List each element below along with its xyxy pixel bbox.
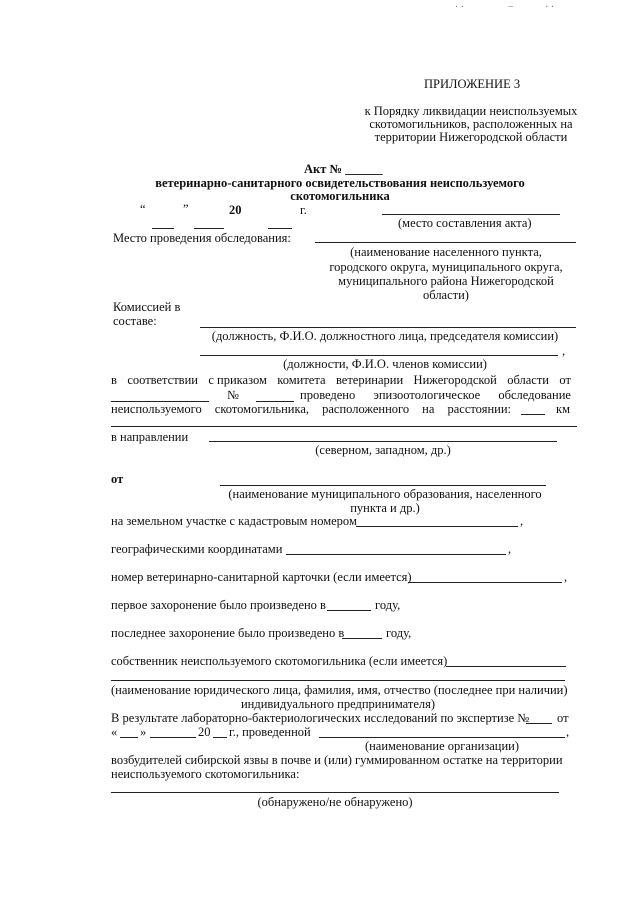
card-comma: , [564, 570, 568, 584]
order-word: неиспользуемого [111, 402, 202, 416]
order-word: обследование [498, 388, 571, 402]
from-label: от [111, 472, 124, 486]
date-year: 20 [229, 203, 242, 217]
order-word: соответствии [127, 373, 198, 387]
members-caption: (должности, Ф.И.О. членов комиссии) [283, 357, 487, 371]
order-line1 [111, 373, 571, 388]
lab-line1: В результате лабораторно-бактериологических исследований по экспертизе № [111, 711, 530, 725]
place-caption: (место составления акта) [398, 216, 532, 230]
km-unit: км [556, 402, 570, 416]
appendix-ref-line1: к Порядку ликвидации неиспользуемых [364, 104, 578, 118]
location-caption-line1: (наименование населенного пункта, [350, 245, 542, 259]
location-blank[interactable] [315, 242, 576, 243]
order-word: проведено [300, 388, 356, 402]
scan-speck: · · [455, 2, 465, 13]
order-word: в [111, 373, 117, 387]
order-word: области [507, 373, 549, 387]
first-burial-blank[interactable] [327, 610, 371, 611]
distance-blank[interactable] [521, 414, 545, 415]
order-word: эпизоотологическое [373, 388, 481, 402]
cadastral-blank[interactable] [356, 526, 518, 527]
order-line3 [111, 402, 511, 417]
date-open-quote: “ [140, 202, 146, 216]
order-word: расположенного [322, 402, 410, 416]
result-caption: (обнаружено/не обнаружено) [257, 795, 413, 809]
chair-caption: (должность, Ф.И.О. должностного лица, председателя комиссии) [211, 329, 559, 343]
order-number-sign: № [227, 388, 239, 402]
order-word: ветеринарии [335, 373, 404, 387]
location-label: Место проведения обследования: [113, 231, 291, 245]
coords-label: географическими координатами [111, 542, 283, 556]
lab-quote-open: « [111, 725, 118, 739]
last-burial-blank[interactable] [342, 638, 382, 639]
year-blank[interactable] [268, 228, 292, 229]
lab-day-blank[interactable] [120, 737, 138, 738]
owner-caption-line1: (наименование юридического лица, фамилия, имя, отчество (последнее при наличии) [111, 683, 568, 697]
commission-label-line1: Комиссией в [113, 300, 181, 314]
owner-blank[interactable] [446, 666, 566, 667]
last-burial-year: году, [386, 626, 412, 640]
first-burial-year: году, [375, 598, 401, 612]
first-burial-label: первое захоронение было произведено в [111, 598, 326, 612]
cadastral-comma: , [520, 514, 524, 528]
lab-year-tail: г., проведенной [229, 725, 311, 739]
owner-blank-line2[interactable] [111, 680, 565, 681]
expertise-number-blank[interactable] [526, 723, 552, 724]
appendix-title: ПРИЛОЖЕНИЕ 3 [424, 77, 521, 91]
lab-text-line2: неиспользуемого скотомогильника: [111, 767, 300, 781]
order-word: комитета [277, 373, 326, 387]
result-blank[interactable] [111, 792, 559, 793]
direction-label: в направлении [111, 430, 189, 444]
day-blank[interactable] [152, 228, 174, 229]
owner-label: собственник неиспользуемого скотомогильника (если имеется) [111, 654, 448, 668]
appendix-ref-line3: территории Нижегородской области [374, 130, 568, 144]
from-caption-line1: (наименование муниципального образования, населенного [228, 487, 542, 501]
from-blank[interactable] [220, 485, 546, 486]
chair-blank[interactable] [200, 327, 576, 328]
lab-text-line1: возбудителей сибирской язвы в почве и (или) гуммированном остатке на территории [111, 753, 563, 767]
scan-speck: · · [545, 2, 555, 13]
appendix-ref-line2: скотомогильников, расположенных на [369, 117, 573, 131]
commission-label-line2: составе: [113, 314, 157, 328]
date-close-quote: ” [183, 202, 189, 216]
lab-from: от [557, 711, 569, 725]
coords-comma: , [508, 542, 512, 556]
card-blank[interactable] [408, 582, 562, 583]
location-caption-line4: области) [423, 288, 469, 302]
lab-org-caption: (наименование организации) [364, 739, 520, 753]
location-caption-line2: городского округа, муниципального округа, [329, 260, 563, 274]
act-subtitle-line2: скотомогильника [290, 189, 390, 203]
scan-speck: − [508, 2, 514, 13]
date-g: г. [300, 203, 307, 217]
order-word: с приказом [208, 373, 267, 387]
lab-quote-close: » [140, 725, 147, 739]
order-word: на [422, 402, 435, 416]
place-blank[interactable] [382, 214, 560, 215]
coords-blank[interactable] [286, 554, 506, 555]
direction-caption: (северном, западном, др.) [315, 443, 451, 457]
order-line2 [300, 388, 571, 403]
month-blank[interactable] [194, 228, 224, 229]
lab-org-comma: , [566, 725, 570, 739]
order-word: Нижегородской [413, 373, 497, 387]
location-caption-line3: муниципального района Нижегородской [338, 274, 554, 288]
card-label: номер ветеринарно-санитарной карточки (если имеется) [111, 570, 412, 584]
last-burial-label: последнее захоронение было произведено в [111, 626, 345, 640]
direction-blank[interactable] [209, 441, 557, 442]
cadastral-label: на земельном участке с кадастровым номером [111, 514, 357, 528]
lab-month-blank[interactable] [150, 737, 196, 738]
paragraph-rule [111, 426, 577, 427]
members-comma: , [562, 344, 566, 358]
members-blank[interactable] [200, 355, 558, 356]
order-word: расстоянии: [447, 402, 511, 416]
order-word: от [559, 373, 571, 387]
order-word: скотомогильника, [214, 402, 310, 416]
lab-org-blank[interactable] [319, 737, 565, 738]
from-caption-line2: пункта и др.) [350, 501, 420, 515]
act-title: Акт № ______ [304, 162, 383, 176]
lab-year: 20 [198, 725, 211, 739]
lab-year-blank[interactable] [213, 737, 227, 738]
owner-caption-line2: индивидуального предпринимателя) [240, 697, 436, 711]
act-subtitle-line1: ветеринарно-санитарного освидетельствования неиспользуемого [155, 176, 525, 190]
